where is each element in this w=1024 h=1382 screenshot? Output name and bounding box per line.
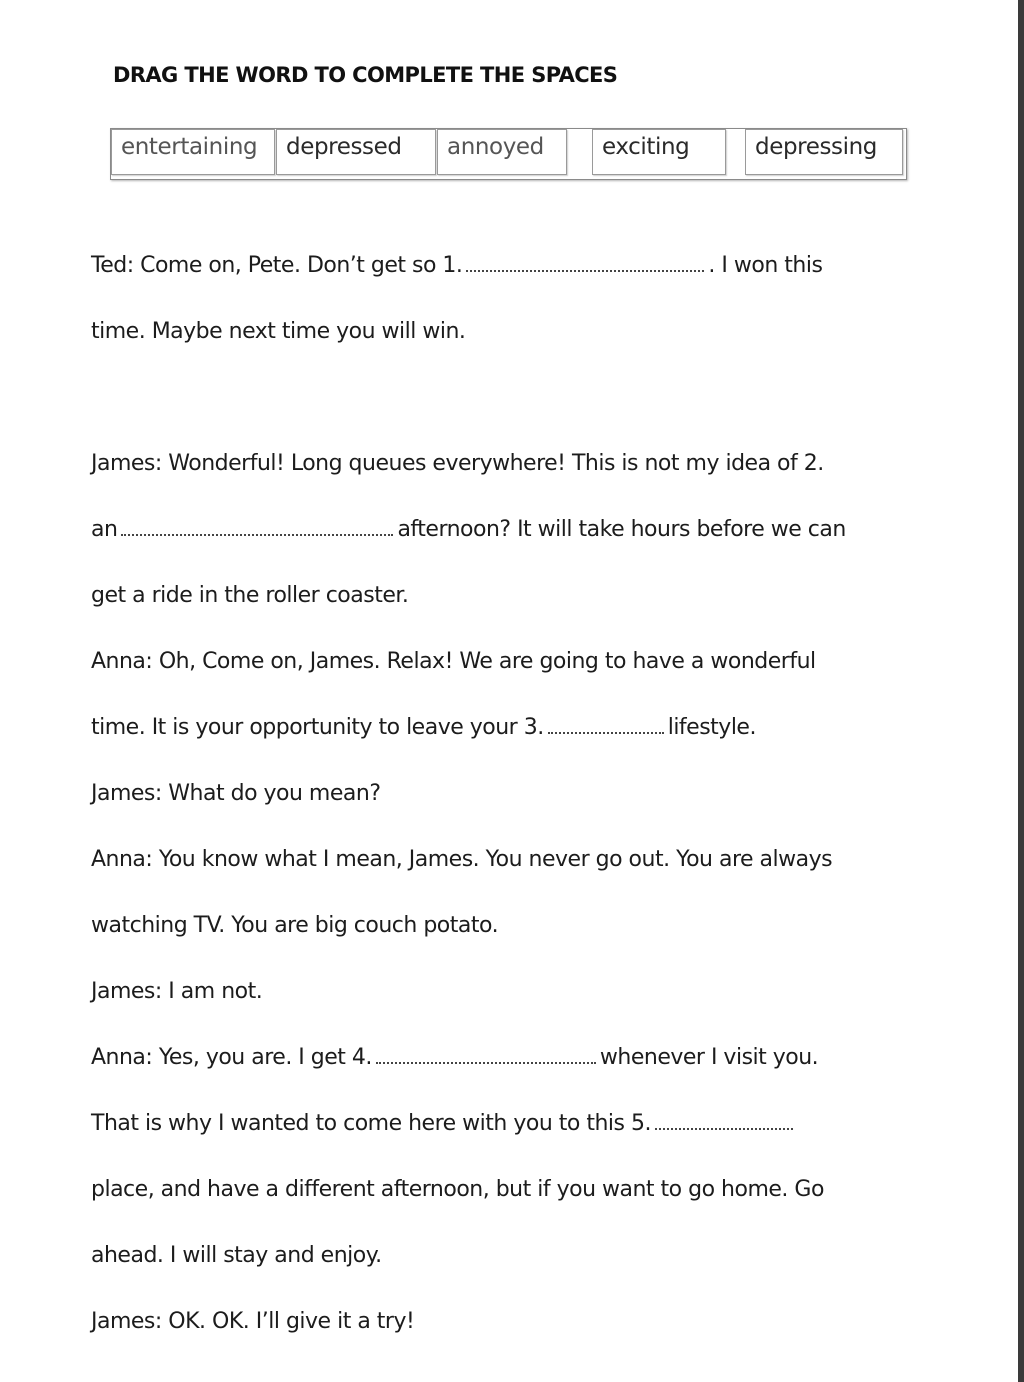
dialogue-line: place, and have a different afternoon, but if you want to go home. Go — [91, 1177, 824, 1202]
dialogue-line — [91, 253, 822, 278]
page-edge — [1018, 0, 1024, 1382]
dialogue-line: ahead. I will stay and enjoy. — [91, 1243, 382, 1268]
line-text: . I won this — [708, 253, 823, 278]
blank-4-drop-zone[interactable] — [376, 1050, 596, 1064]
dialogue-line — [91, 1111, 797, 1136]
line-text: whenever I visit you. — [599, 1045, 819, 1070]
dialogue-line: James: Wonderful! Long queues everywhere! This is not my idea of 2. — [91, 451, 824, 476]
line-text: That is why I wanted to come here with you to this 5. — [91, 1111, 651, 1136]
blank-2-drop-zone[interactable] — [121, 522, 393, 536]
line-text: lifestyle. — [667, 715, 756, 740]
dialogue-line — [91, 715, 756, 740]
dialogue-line: Anna: Oh, Come on, James. Relax! We are going to have a wonderful — [91, 649, 816, 674]
word-tile-entertaining[interactable]: entertaining — [111, 129, 275, 175]
line-text: time. It is your opportunity to leave your 3. — [91, 715, 544, 740]
word-tile-exciting[interactable]: exciting — [592, 129, 726, 175]
page-title: DRAG THE WORD TO COMPLETE THE SPACES — [113, 63, 618, 87]
dialogue-line: time. Maybe next time you will win. — [91, 319, 466, 344]
blank-1-drop-zone[interactable] — [466, 258, 704, 272]
dialogue-line: James: What do you mean? — [91, 781, 381, 806]
line-text: Ted: Come on, Pete. Don’t get so 1. — [91, 253, 463, 278]
word-tile-depressed[interactable]: depressed — [276, 129, 436, 175]
word-tile-annoyed[interactable]: annoyed — [437, 129, 567, 175]
dialogue-line: James: I am not. — [91, 979, 263, 1004]
blank-3-drop-zone[interactable] — [548, 720, 664, 734]
dialogue-line: get a ride in the roller coaster. — [91, 583, 409, 608]
word-bank — [110, 128, 907, 180]
line-text: Anna: Yes, you are. I get 4. — [91, 1045, 372, 1070]
dialogue-line: watching TV. You are big couch potato. — [91, 913, 499, 938]
dialogue-line — [91, 517, 846, 542]
dialogue-line: Anna: You know what I mean, James. You never go out. You are always — [91, 847, 833, 872]
dialogue-line — [91, 1045, 818, 1070]
blank-5-drop-zone[interactable] — [655, 1116, 793, 1130]
dialogue-line: James: OK. OK. I’ll give it a try! — [91, 1309, 415, 1334]
line-text: an — [91, 517, 118, 542]
line-text: afternoon? It will take hours before we can — [397, 517, 846, 542]
word-tile-depressing[interactable]: depressing — [745, 129, 903, 175]
